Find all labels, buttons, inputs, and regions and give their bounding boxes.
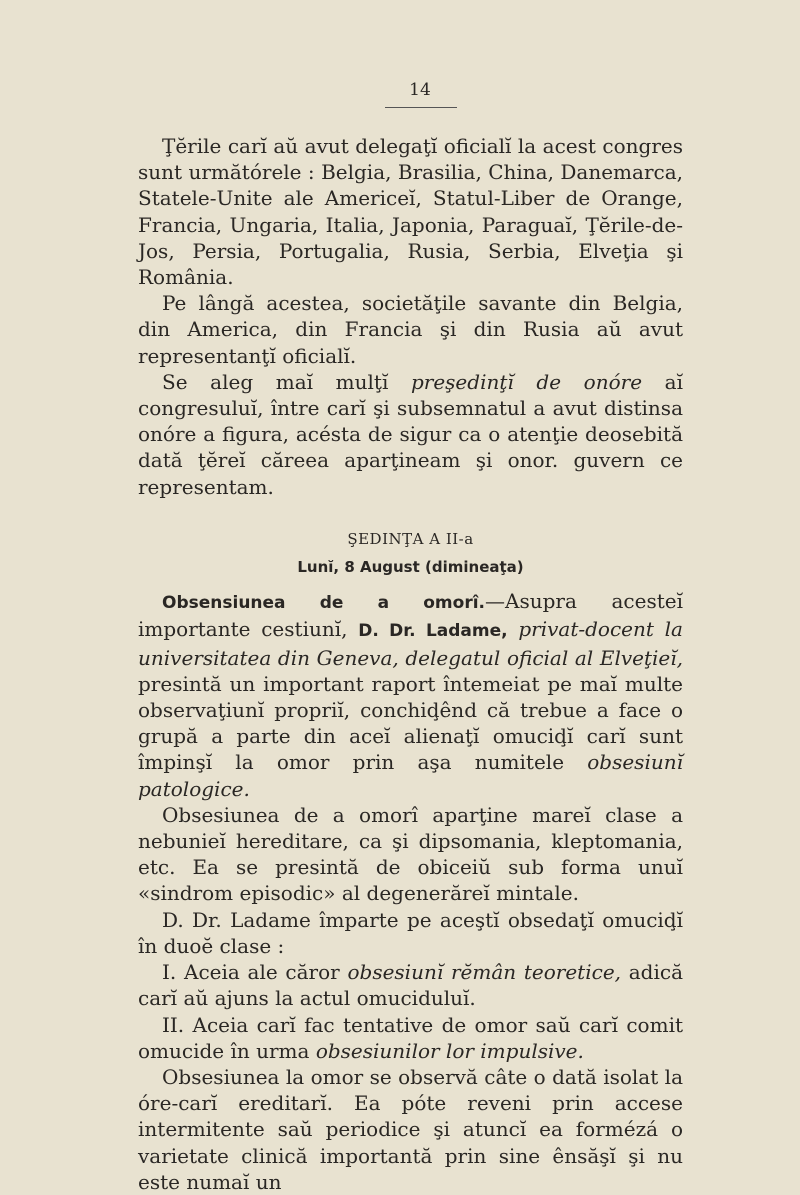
paragraph: Obsesiunea de a omorî aparţine mareĭ clase a nebunieĭ hereditare, ca şi dipsomania, kleptomania, etc. Ea se presintă de obiceiŭ sub forma unuĭ «sindrom episodic» al degenerăreĭ mintale. [138,802,683,906]
paragraph-title: Obsensiunea de a omorî. [162,593,485,614]
italic-text: obsesiunilor lor impulsive. [315,1038,584,1063]
paragraph: Obsesiunea la omor se observă câte o dată isolat la óre-carĭ ereditarĭ. Ea póte reveni prin accese intermitente saŭ periodice şi atuncĭ ea formézá o varietate clinică importantă prin sine ênsăşĭ şi nu este numaĭ un [138,1064,683,1194]
italic-text: privat-docent la universitatea din Geneva, delegatul oficial al Elveţieĭ, [138,617,683,670]
paragraph-text: aĭ congresuluĭ, între carĭ şi subsemnatul a avut distinsa onóre a figura, acésta de sigur ca o atenţie deosebită dată ţĕreĭ căreea aparţineam şi onor. guvern ce representam. [138,369,683,499]
paragraph: D. Dr. Ladame împarte pe aceştĭ obsedaţĭ omuciḑĭ în duoĕ clase : [138,907,683,958]
page-text [138,133,683,1195]
italic-text: obsesiunĭ rĕmân teoretice, [347,960,622,985]
section-subheading: Lunĭ, 8 August (dimineaţa) [297,558,524,577]
paragraph [138,369,683,500]
paragraph-text: I. Aceia ale căror [162,960,348,985]
paragraph: Ţĕrile carĭ aŭ avut delegaţĭ oficialĭ la acest congres sunt următórele : Belgia, Brasilia, China, Danemarca, Statele-Unite ale Americeĭ, Statul-Liber de Orange, Francia, Ungaria, Italia, Japonia, Paraguaĭ, Ţĕrile-de-Jos, Persia, Portugalia, Rusia, Serbia, Elveţia şi România. [138,134,683,290]
paragraph-text: —Asupra acesteĭ importante cestiunĭ, [138,589,683,642]
paragraph-text: II. Aceia carĭ fac tentative de omor saŭ carĭ comit omucide în urma [138,1012,683,1063]
paragraph [138,588,683,802]
page-number: 14 [409,80,431,100]
paragraph-text: Se aleg maĭ mulţĭ [162,369,411,394]
paragraph-text: presintă un important raport întemeiat pe maĭ multe observaţiunĭ propriĭ, conchiḑênd că trebue a face o grupă a parte din aceĭ alienaţĭ omuciḑĭ carĭ sunt împinşĭ la omor prin aşa numitele [138,671,683,775]
italic-text: obsesiunĭ patologice. [138,750,683,801]
paragraph [138,290,683,369]
author-name: D. Dr. Ladame, [358,621,508,642]
paragraph-text: Pe lângă acestea, societăţile savante din Belgia, din America, din Francia şi din Rusia aŭ avut representanţĭ oficialĭ. [138,291,683,368]
header-rule [385,107,457,108]
paragraph [138,959,683,1011]
section-heading: ŞEDINŢA A II-a [347,529,474,548]
paragraph-text: adică carĭ aŭ ajuns la actul omuciduluĭ. [138,960,684,1011]
paragraph [138,1012,683,1064]
italic-text: preşedinţĭ de onóre [410,369,643,394]
